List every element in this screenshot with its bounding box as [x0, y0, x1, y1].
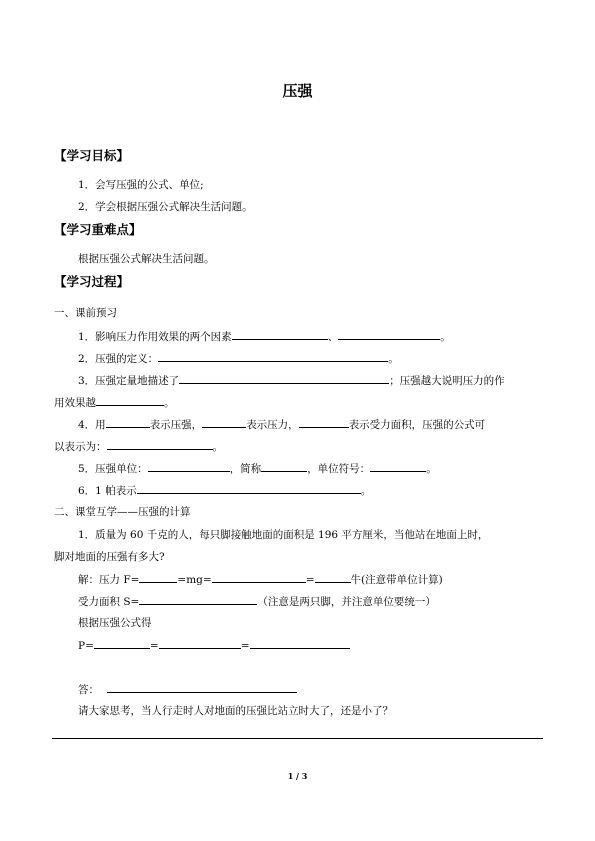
preview-question-1: 1．影响压力作用效果的两个因素 、 。 — [78, 328, 451, 344]
heading-key-points: 【学习重难点】 — [54, 222, 142, 237]
goal-item-1: 1．会写压强的公式、单位; — [78, 179, 204, 191]
blank-factor-2[interactable] — [338, 328, 440, 340]
blank-symbol-force[interactable] — [202, 416, 246, 428]
blank-unit-symbol[interactable] — [370, 460, 426, 472]
solution-force-line: 解：压力 F= =mg= = 牛(注意带单位计算) — [78, 571, 443, 587]
solution-formula-text: 根据压强公式得 — [78, 617, 152, 629]
blank-unit-name[interactable] — [148, 460, 230, 472]
blank-pressure-2[interactable] — [159, 637, 241, 649]
problem-1-line-1: 1．质量为 60 千克的人，每只脚接触地面的面积是 196 平方厘米，当他站在地面上时， — [78, 529, 489, 541]
blank-symbol-area[interactable] — [299, 416, 349, 428]
blank-unit-short[interactable] — [261, 460, 307, 472]
blank-one-pascal[interactable] — [137, 482, 361, 494]
page-number: 1 / 3 — [287, 771, 308, 781]
blank-answer[interactable] — [107, 681, 297, 693]
section-preview-title: 一、课前预习 — [54, 307, 117, 319]
preview-question-2: 2．压强的定义： 。 — [78, 350, 399, 366]
preview-question-5: 5．压强单位： ，简称 ，单位符号： 。 — [78, 460, 437, 476]
blank-pressure-definition[interactable] — [158, 350, 388, 362]
problem-1-line-2: 脚对地面的压强有多大? — [54, 551, 165, 563]
blank-pressure-3[interactable] — [250, 637, 350, 649]
blank-pressure-1[interactable] — [94, 637, 150, 649]
blank-effect[interactable] — [96, 394, 164, 406]
blank-symbol-pressure[interactable] — [106, 416, 150, 428]
blank-factor-1[interactable] — [232, 328, 328, 340]
blank-formula[interactable] — [107, 438, 213, 450]
heading-learning-process: 【学习过程】 — [54, 274, 130, 289]
page-title: 压强 — [282, 82, 313, 100]
solution-pressure-line: P= = = — [78, 637, 350, 652]
preview-question-4: 4．用 表示压强， 表示压力， 表示受力面积，压强的公式可 — [78, 416, 485, 432]
footer-divider — [52, 738, 543, 739]
answer-line: 答： — [78, 681, 297, 697]
heading-learning-goals: 【学习目标】 — [54, 148, 130, 163]
blank-pressure-describes[interactable] — [179, 372, 389, 384]
blank-area-s[interactable] — [139, 593, 257, 605]
goal-item-2: 2．学会根据压强公式解决生活问题。 — [78, 201, 253, 213]
preview-question-3-cont: 用效果越 。 — [54, 394, 175, 410]
blank-force-f[interactable] — [139, 571, 177, 583]
blank-force-result[interactable] — [315, 571, 351, 583]
preview-question-4-cont: 以表示为： 。 — [54, 438, 223, 454]
blank-force-mg[interactable] — [212, 571, 306, 583]
solution-area-line: 受力面积 S= （注意是两只脚，并注意单位要统一） — [78, 593, 436, 609]
preview-question-6: 6．1 帕表示 。 — [78, 482, 371, 498]
think-question: 请大家思考，当人行走时人对地面的压强比站立时大了，还是小了？ — [78, 705, 393, 717]
key-points-text: 根据压强公式解决生活问题。 — [78, 253, 215, 265]
preview-question-3: 3．压强定量地描述了 ；压强越大说明压力的作 — [78, 372, 505, 388]
section-classroom-title: 二、课堂互学——压强的计算 — [54, 506, 191, 518]
